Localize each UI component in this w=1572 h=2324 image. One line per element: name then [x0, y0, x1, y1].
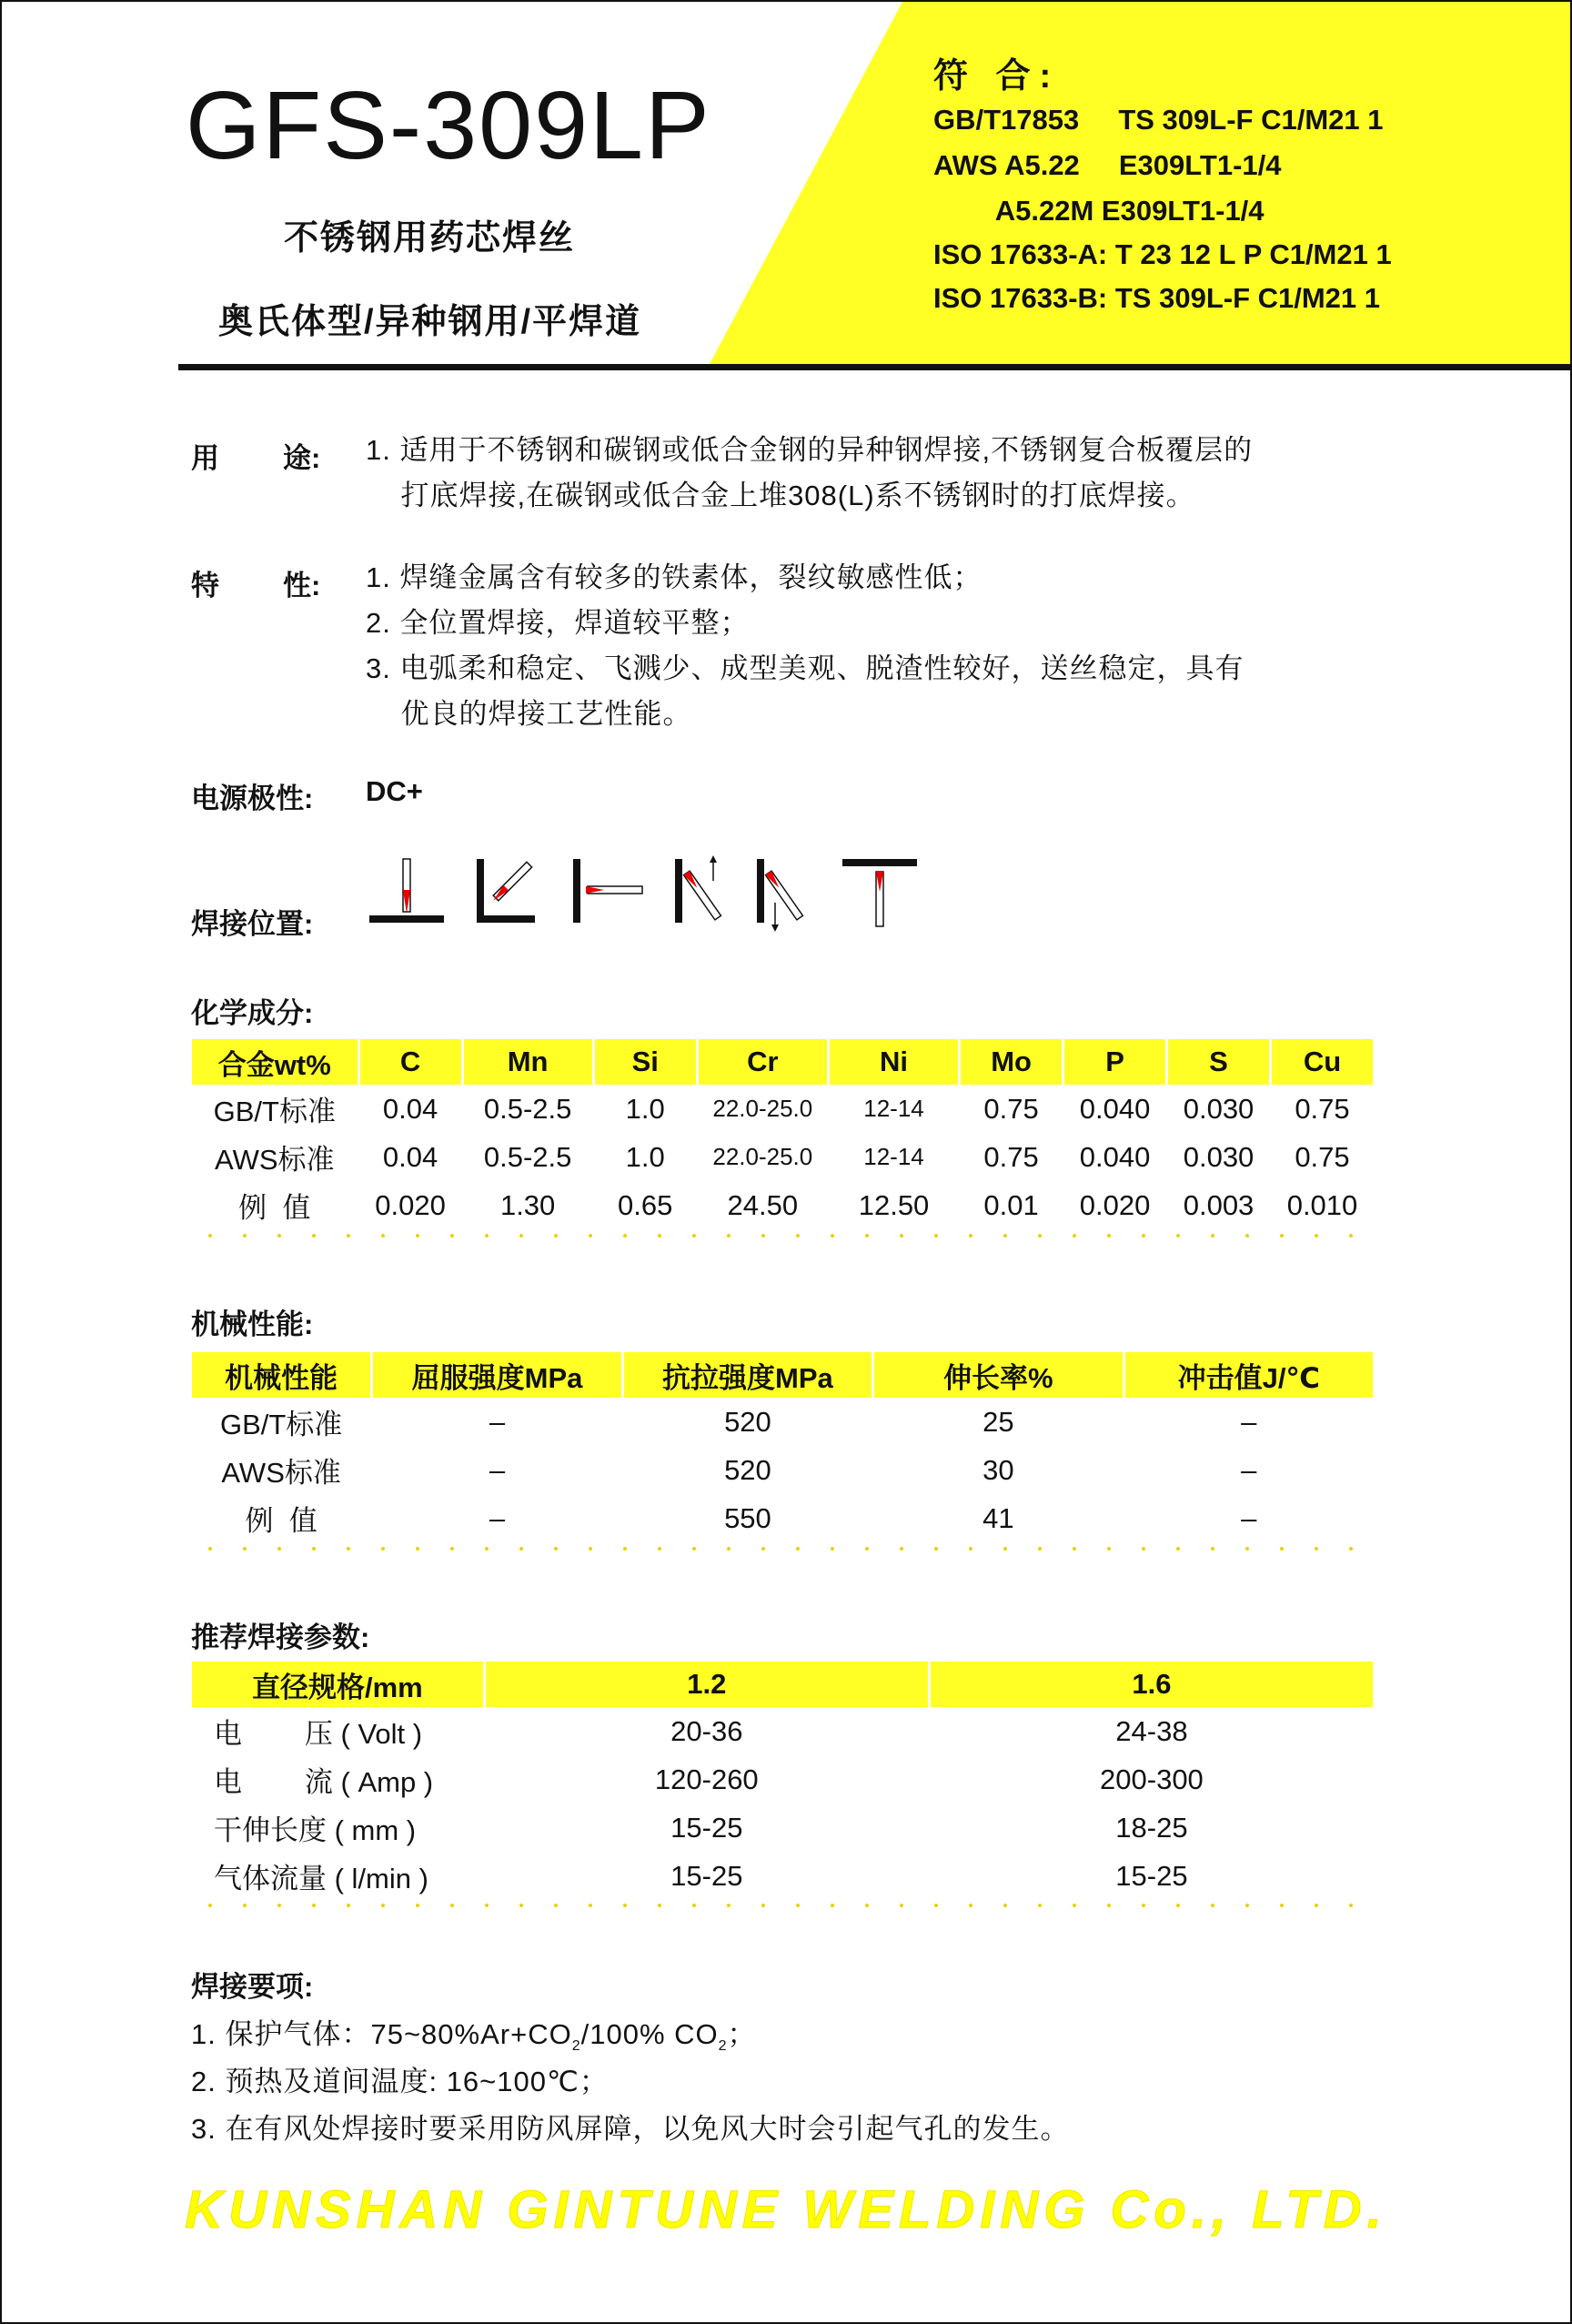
table-cell: 12-14: [863, 1143, 924, 1170]
table-cell: 15-25: [670, 1859, 743, 1892]
chem-header: 合金wt%: [192, 1039, 358, 1085]
standard-row: AWS A5.22 E309LT1-1/4: [933, 149, 1282, 181]
table-cell: 22.0-25.0: [712, 1143, 813, 1170]
table-row: [192, 1852, 1373, 1900]
table-cell: 30: [982, 1453, 1014, 1486]
position-label: 焊接位置:: [191, 908, 314, 940]
vertical-up-icon: [675, 855, 720, 923]
table-cell: 120-260: [654, 1763, 759, 1795]
table-cell: 0.5-2.5: [483, 1140, 572, 1173]
table-cell: 24-38: [1115, 1714, 1188, 1747]
table-cell: 0.04: [382, 1140, 438, 1173]
table-cell: –: [1241, 1501, 1257, 1534]
table-cell: –: [1241, 1453, 1257, 1486]
chem-header: Cr: [699, 1039, 827, 1085]
polarity-value: DC+: [366, 775, 423, 807]
usage-text: 1. 适用于不锈钢和碳钢或低合金钢的异种钢焊接,不锈钢复合板覆层的 打底焊接,在碳钢或低合金上堆308(L)系不锈钢时的打底焊接。: [366, 434, 1254, 511]
table-cell: 例 值: [238, 1192, 311, 1224]
table-cell: 电 流 ( Amp ): [214, 1766, 434, 1798]
overhead-position-icon: [842, 859, 917, 926]
standards-heading: 符 合:: [933, 57, 1061, 96]
chem-section-title: 化学成分:: [191, 997, 314, 1029]
features-text: 1. 焊缝金属含有较多的铁素体，裂纹敏感性低； 2. 全位置焊接，焊道较平整； 3. 电弧柔和稳定、飞溅少、成型美观、脱渣性较好，送丝稳定，具有 优良的焊接工艺性能。: [366, 561, 1244, 730]
table-cell: 0.040: [1079, 1140, 1151, 1173]
dotted-divider: [193, 1904, 1376, 1907]
params-header-row: [192, 1662, 1373, 1707]
note-line-2: 2. 预热及道间温度: 16~100℃；: [191, 2066, 609, 2097]
table-cell: AWS标准: [221, 1457, 341, 1489]
table-cell: 0.65: [618, 1188, 673, 1221]
company-footer: KUNSHAN GINTUNE WELDING Co., LTD.: [185, 2180, 1387, 2239]
table-cell: 0.75: [1295, 1140, 1350, 1173]
chem-header: Ni: [830, 1039, 958, 1085]
table-cell: 0.75: [1295, 1092, 1350, 1125]
table-cell: 0.020: [1079, 1188, 1151, 1221]
params-table: [189, 1662, 1376, 1900]
chem-header: P: [1064, 1039, 1165, 1085]
table-cell: AWS标准: [215, 1144, 335, 1176]
standard-row: A5.22M E309LT1-1/4: [933, 195, 1265, 227]
table-cell: 0.040: [1079, 1092, 1151, 1125]
table-row: [192, 1085, 1373, 1133]
welding-position-icons: [366, 855, 930, 937]
table-cell: 例 值: [245, 1505, 317, 1537]
table-row: [192, 1446, 1373, 1494]
table-cell: 0.75: [983, 1140, 1039, 1173]
header-divider: [178, 364, 1572, 370]
table-row: [192, 1398, 1373, 1446]
standard-row: GB/T17853 TS 309L-F C1/M21 1: [933, 104, 1384, 136]
table-cell: 20-36: [670, 1714, 743, 1747]
table-cell: 气体流量 ( l/min ): [214, 1863, 428, 1895]
table-cell: 520: [724, 1453, 771, 1486]
chem-header: Cu: [1272, 1039, 1373, 1085]
table-cell: 15-25: [670, 1811, 743, 1844]
chem-table: [189, 1039, 1376, 1229]
table-cell: 0.04: [382, 1092, 438, 1125]
table-cell: 15-25: [1115, 1859, 1188, 1892]
vertical-down-icon: [757, 859, 802, 932]
mech-header-row: [192, 1352, 1373, 1398]
table-cell: GB/T标准: [219, 1409, 343, 1440]
table-cell: 18-25: [1115, 1811, 1188, 1844]
horizontal-position-icon: [573, 859, 642, 923]
table-cell: 550: [724, 1501, 771, 1534]
note-line-3: 3. 在有风处焊接时要采用防风屏障，以免风大时会引起气孔的发生。: [191, 2113, 1070, 2145]
notes-section-title: 焊接要项:: [191, 1971, 314, 2003]
product-type: 奥氏体型/异种钢用/平焊道: [218, 303, 642, 341]
table-cell: 22.0-25.0: [712, 1095, 813, 1122]
usage-label: 用 途:: [191, 442, 321, 474]
chem-header: Si: [595, 1039, 696, 1085]
table-cell: 1.30: [499, 1188, 556, 1221]
features-label: 特 性:: [191, 570, 321, 601]
mech-header: 抗拉强度MPa: [624, 1352, 872, 1398]
chem-header-row: [192, 1039, 1373, 1085]
flat-position-icon: [369, 859, 444, 923]
table-cell: 0.010: [1286, 1188, 1358, 1221]
table-cell: 0.030: [1183, 1092, 1255, 1125]
table-row: [192, 1133, 1373, 1181]
table-cell: 12-14: [863, 1095, 924, 1122]
table-row: [192, 1707, 1373, 1755]
table-cell: 41: [982, 1501, 1014, 1534]
dotted-divider: [193, 1234, 1376, 1238]
table-cell: 0.5-2.5: [483, 1092, 572, 1125]
table-cell: 0.030: [1183, 1140, 1255, 1173]
chem-header: Mo: [961, 1039, 1062, 1085]
standard-row: ISO 17633-B: TS 309L-F C1/M21 1: [933, 282, 1381, 314]
table-cell: 干伸长度 ( mm ): [214, 1814, 417, 1846]
table-cell: 1.0: [625, 1140, 665, 1173]
table-cell: –: [489, 1453, 506, 1486]
table-cell: 1.0: [625, 1092, 665, 1125]
standard-row: ISO 17633-A: T 23 12 L P C1/M21 1: [933, 238, 1392, 270]
table-cell: –: [489, 1501, 506, 1534]
table-cell: 电 压 ( Volt ): [214, 1718, 423, 1750]
dotted-divider: [193, 1547, 1376, 1551]
chem-header: C: [360, 1039, 461, 1085]
mech-header: 冲击值J/℃: [1125, 1352, 1373, 1398]
table-cell: GB/T标准: [213, 1096, 336, 1127]
table-cell: –: [489, 1405, 506, 1438]
params-section-title: 推荐焊接参数:: [191, 1622, 370, 1653]
note-line-1: 1. 保护气体：$75\sim 80\%Ar+CO_2/100\%$ $CO_2$；: [191, 2018, 757, 2055]
mech-header: 伸长率%: [874, 1352, 1122, 1398]
table-cell: 0.01: [983, 1188, 1039, 1221]
table-cell: 200-300: [1100, 1763, 1204, 1795]
table-cell: 25: [982, 1405, 1014, 1438]
table-cell: 0.020: [375, 1188, 446, 1221]
params-header: 1.2: [486, 1662, 928, 1707]
mech-table: [189, 1352, 1376, 1542]
table-cell: 24.50: [727, 1188, 799, 1221]
table-row: [192, 1804, 1373, 1852]
chem-header: Mn: [464, 1039, 592, 1085]
table-cell: 12.50: [858, 1188, 930, 1221]
table-cell: 0.75: [983, 1092, 1039, 1125]
mech-header: 机械性能: [192, 1352, 370, 1398]
table-cell: –: [1241, 1405, 1257, 1438]
horizontal-fillet-icon: [477, 859, 535, 923]
table-row: [192, 1181, 1373, 1229]
product-subtitle: 不锈钢用药芯焊丝: [284, 219, 576, 258]
mech-header: 屈服强度MPa: [373, 1352, 620, 1398]
table-cell: 520: [724, 1405, 771, 1438]
table-row: [192, 1755, 1373, 1804]
polarity-label: 电源极性:: [191, 783, 314, 814]
table-row: [192, 1494, 1373, 1542]
chem-header: S: [1168, 1039, 1269, 1085]
table-cell: 0.003: [1183, 1188, 1255, 1221]
product-title: GFS-309LP: [186, 72, 711, 179]
params-header: 1.6: [931, 1662, 1373, 1707]
params-header: 直径规格/mm: [192, 1662, 483, 1707]
mech-section-title: 机械性能:: [191, 1309, 314, 1340]
